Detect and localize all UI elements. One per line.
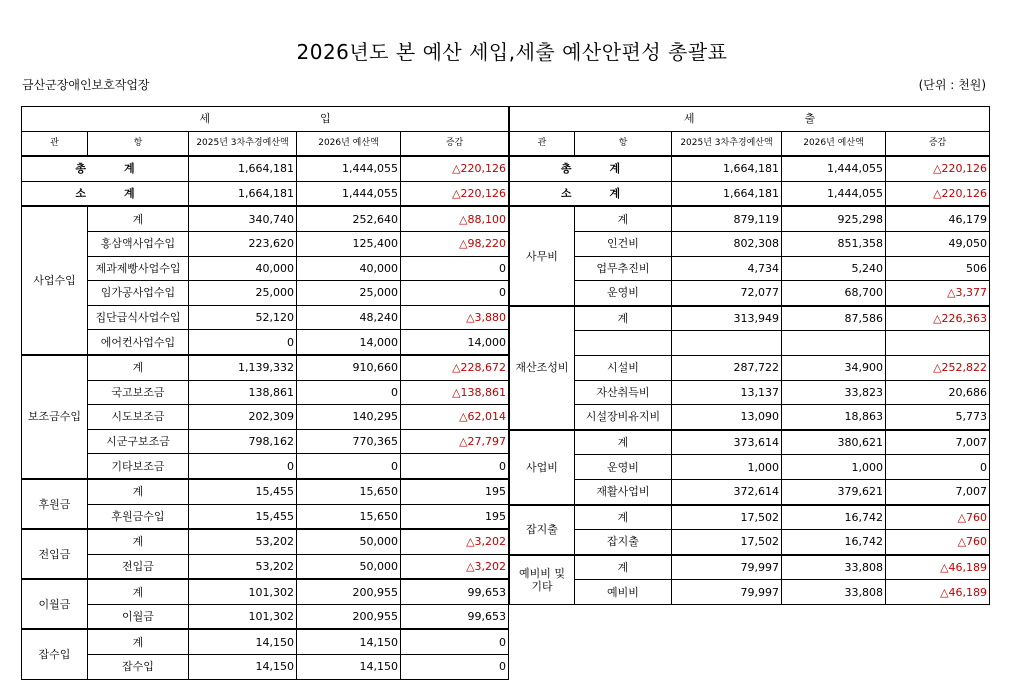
table-row — [510, 331, 990, 356]
hang-cell: 이월금 — [88, 604, 189, 629]
prev-cell: 223,620 — [189, 231, 297, 256]
table-row — [510, 555, 990, 580]
kwan-cell: 후원금 — [22, 479, 88, 529]
expenditure-column-header — [510, 131, 990, 156]
diff-cell: 0 — [401, 256, 509, 281]
subtotal-curr: 1,444,055 — [782, 181, 886, 206]
hang-cell: 계 — [88, 529, 189, 554]
table-row — [22, 604, 509, 629]
subtotal-label: 소 계 — [22, 181, 189, 206]
hang-cell: 전입금 — [88, 554, 189, 579]
diff-cell: 7,007 — [886, 430, 990, 455]
table-row — [22, 231, 509, 256]
curr-cell: 48,240 — [297, 305, 401, 330]
diff-cell: △62,014 — [401, 405, 509, 430]
diff-cell: 49,050 — [886, 231, 990, 256]
curr-cell: 34,900 — [782, 355, 886, 380]
table-row — [22, 579, 509, 604]
hang-cell: 시군구보조금 — [88, 429, 189, 454]
curr-cell: 14,150 — [297, 629, 401, 654]
hang-cell: 시설장비유지비 — [575, 405, 672, 430]
table-row — [22, 281, 509, 306]
table-row — [510, 281, 990, 306]
table-row — [22, 355, 509, 380]
kwan-header: 관 — [510, 131, 575, 156]
diff-cell: 99,653 — [401, 604, 509, 629]
kwan-cell: 사업비 — [510, 430, 575, 505]
diff-cell: △228,672 — [401, 355, 509, 380]
hang-cell: 자산취득비 — [575, 380, 672, 405]
curr-cell: 380,621 — [782, 430, 886, 455]
revenue-section-header — [22, 107, 509, 132]
hang-cell: 계 — [575, 306, 672, 331]
prev-budget-header: 2025년 3차추경예산액 — [672, 131, 782, 156]
prev-cell: 138,861 — [189, 380, 297, 405]
subtotal-prev: 1,664,181 — [189, 181, 297, 206]
prev-cell: 373,614 — [672, 430, 782, 455]
table-row — [510, 405, 990, 430]
kwan-header: 관 — [22, 131, 88, 156]
hang-header: 항 — [575, 131, 672, 156]
hang-cell: 홍삼액사업수입 — [88, 231, 189, 256]
curr-cell: 125,400 — [297, 231, 401, 256]
curr-cell: 16,742 — [782, 505, 886, 530]
table-row — [22, 629, 509, 654]
diff-cell — [886, 331, 990, 356]
diff-cell: △3,202 — [401, 554, 509, 579]
diff-cell: △27,797 — [401, 429, 509, 454]
hang-cell: 국고보조금 — [88, 380, 189, 405]
diff-cell: 46,179 — [886, 206, 990, 231]
diff-cell: 0 — [886, 455, 990, 480]
subtotal-diff: △220,126 — [401, 181, 509, 206]
prev-cell: 13,090 — [672, 405, 782, 430]
diff-cell: △760 — [886, 505, 990, 530]
prev-cell: 0 — [189, 330, 297, 355]
kwan-cell: 사무비 — [510, 206, 575, 305]
table-row — [510, 256, 990, 281]
curr-budget-header: 2026년 예산액 — [297, 131, 401, 156]
prev-cell: 14,150 — [189, 629, 297, 654]
prev-cell: 802,308 — [672, 231, 782, 256]
diff-cell: △46,189 — [886, 555, 990, 580]
curr-cell: 851,358 — [782, 231, 886, 256]
diff-cell: △3,377 — [886, 281, 990, 306]
total-curr: 1,444,055 — [297, 156, 401, 181]
total-curr: 1,444,055 — [782, 156, 886, 181]
diff-cell: △226,363 — [886, 306, 990, 331]
hang-cell: 에어컨사업수입 — [88, 330, 189, 355]
curr-cell: 15,650 — [297, 479, 401, 504]
diff-cell: 7,007 — [886, 479, 990, 504]
expenditure-table — [509, 106, 990, 605]
kwan-cell: 재산조성비 — [510, 306, 575, 430]
hang-cell: 인건비 — [575, 231, 672, 256]
table-row — [510, 206, 990, 231]
prev-cell: 72,077 — [672, 281, 782, 306]
hang-cell: 후원금수입 — [88, 504, 189, 529]
hang-cell — [575, 331, 672, 356]
prev-cell: 14,150 — [189, 655, 297, 680]
prev-cell: 53,202 — [189, 529, 297, 554]
prev-cell: 0 — [189, 454, 297, 479]
prev-cell: 340,740 — [189, 206, 297, 231]
table-row — [22, 380, 509, 405]
prev-cell: 52,120 — [189, 305, 297, 330]
revenue-total-row — [22, 156, 509, 181]
hang-cell: 계 — [575, 505, 672, 530]
prev-cell: 15,455 — [189, 504, 297, 529]
revenue-column-header — [22, 131, 509, 156]
hang-cell: 기타보조금 — [88, 454, 189, 479]
hang-header: 항 — [88, 131, 189, 156]
diff-cell: △98,220 — [401, 231, 509, 256]
curr-cell: 0 — [297, 380, 401, 405]
kwan-cell: 보조금수입 — [22, 355, 88, 479]
curr-cell: 14,150 — [297, 655, 401, 680]
total-diff: △220,126 — [401, 156, 509, 181]
diff-cell: 0 — [401, 655, 509, 680]
kwan-cell: 잡수입 — [22, 629, 88, 679]
diff-cell: △138,861 — [401, 380, 509, 405]
expenditure-section-title: 세 출 — [510, 107, 990, 132]
diff-cell: △3,880 — [401, 305, 509, 330]
curr-cell: 770,365 — [297, 429, 401, 454]
diff-cell: 506 — [886, 256, 990, 281]
diff-cell: △252,822 — [886, 355, 990, 380]
curr-cell: 50,000 — [297, 554, 401, 579]
hang-cell: 계 — [88, 355, 189, 380]
table-row — [22, 454, 509, 479]
expenditure-section-header — [510, 107, 990, 132]
prev-cell: 15,455 — [189, 479, 297, 504]
curr-cell: 87,586 — [782, 306, 886, 331]
total-label: 총 계 — [510, 156, 672, 181]
total-diff: △220,126 — [886, 156, 990, 181]
prev-cell: 53,202 — [189, 554, 297, 579]
curr-cell: 140,295 — [297, 405, 401, 430]
prev-cell: 1,139,332 — [189, 355, 297, 380]
organization-name: 금산군장애인보호작업장 — [22, 78, 150, 92]
curr-cell: 15,650 — [297, 504, 401, 529]
table-row — [22, 330, 509, 355]
prev-cell: 313,949 — [672, 306, 782, 331]
total-label: 총 계 — [22, 156, 189, 181]
hang-cell: 시도보조금 — [88, 405, 189, 430]
prev-cell: 79,997 — [672, 580, 782, 605]
table-row — [22, 305, 509, 330]
kwan-cell: 잡지출 — [510, 505, 575, 555]
curr-cell: 1,000 — [782, 455, 886, 480]
curr-cell: 200,955 — [297, 579, 401, 604]
expenditure-total-row — [510, 156, 990, 181]
subtotal-label: 소 계 — [510, 181, 672, 206]
total-prev: 1,664,181 — [672, 156, 782, 181]
prev-cell: 25,000 — [189, 281, 297, 306]
diff-header: 증감 — [401, 131, 509, 156]
curr-cell: 33,823 — [782, 380, 886, 405]
prev-cell: 1,000 — [672, 455, 782, 480]
curr-cell: 14,000 — [297, 330, 401, 355]
total-prev: 1,664,181 — [189, 156, 297, 181]
hang-cell: 잡수입 — [88, 655, 189, 680]
curr-cell: 925,298 — [782, 206, 886, 231]
unit-label: (단위 : 천원) — [918, 78, 986, 92]
table-row — [22, 479, 509, 504]
table-row — [510, 306, 990, 331]
prev-cell: 287,722 — [672, 355, 782, 380]
diff-cell: △46,189 — [886, 580, 990, 605]
hang-cell: 계 — [575, 430, 672, 455]
hang-cell: 제과제빵사업수입 — [88, 256, 189, 281]
diff-cell: 0 — [401, 281, 509, 306]
prev-cell: 13,137 — [672, 380, 782, 405]
prev-cell: 4,734 — [672, 256, 782, 281]
table-row — [22, 554, 509, 579]
hang-cell: 계 — [88, 479, 189, 504]
curr-cell: 252,640 — [297, 206, 401, 231]
curr-cell: 18,863 — [782, 405, 886, 430]
prev-cell: 202,309 — [189, 405, 297, 430]
curr-cell: 25,000 — [297, 281, 401, 306]
table-row — [22, 429, 509, 454]
table-row — [510, 505, 990, 530]
diff-cell: 14,000 — [401, 330, 509, 355]
hang-cell: 임가공사업수입 — [88, 281, 189, 306]
diff-cell: 99,653 — [401, 579, 509, 604]
revenue-table — [21, 106, 509, 680]
curr-cell: 40,000 — [297, 256, 401, 281]
table-row — [510, 580, 990, 605]
hang-cell: 시설비 — [575, 355, 672, 380]
hang-cell: 운영비 — [575, 455, 672, 480]
prev-cell: 17,502 — [672, 530, 782, 555]
prev-cell: 879,119 — [672, 206, 782, 231]
hang-cell: 예비비 — [575, 580, 672, 605]
curr-cell: 33,808 — [782, 580, 886, 605]
hang-cell: 잡지출 — [575, 530, 672, 555]
kwan-cell: 사업수입 — [22, 206, 88, 355]
page-title: 2026년도 본 예산 세입,세출 예산안편성 총괄표 — [296, 40, 728, 64]
hang-cell: 계 — [88, 206, 189, 231]
diff-header: 증감 — [886, 131, 990, 156]
hang-cell: 계 — [575, 206, 672, 231]
prev-cell: 79,997 — [672, 555, 782, 580]
table-row — [22, 206, 509, 231]
prev-cell: 101,302 — [189, 604, 297, 629]
prev-budget-header: 2025년 3차추경예산액 — [189, 131, 297, 156]
kwan-cell: 전입금 — [22, 529, 88, 579]
table-row — [22, 655, 509, 680]
hang-cell: 계 — [88, 579, 189, 604]
diff-cell: 195 — [401, 479, 509, 504]
curr-cell: 16,742 — [782, 530, 886, 555]
table-row — [22, 405, 509, 430]
diff-cell: △760 — [886, 530, 990, 555]
revenue-subtotal-row — [22, 181, 509, 206]
diff-cell: 20,686 — [886, 380, 990, 405]
curr-cell: 379,621 — [782, 479, 886, 504]
diff-cell: 0 — [401, 629, 509, 654]
kwan-cell: 예비비 및 기타 — [510, 555, 575, 605]
prev-cell — [672, 331, 782, 356]
table-row — [22, 504, 509, 529]
diff-cell: △88,100 — [401, 206, 509, 231]
table-row — [22, 256, 509, 281]
prev-cell: 40,000 — [189, 256, 297, 281]
hang-cell: 계 — [88, 629, 189, 654]
prev-cell: 372,614 — [672, 479, 782, 504]
prev-cell: 101,302 — [189, 579, 297, 604]
table-row — [22, 529, 509, 554]
curr-cell: 0 — [297, 454, 401, 479]
diff-cell: 5,773 — [886, 405, 990, 430]
prev-cell: 17,502 — [672, 505, 782, 530]
hang-cell: 재활사업비 — [575, 479, 672, 504]
hang-cell: 업무추진비 — [575, 256, 672, 281]
table-row — [510, 430, 990, 455]
subtotal-prev: 1,664,181 — [672, 181, 782, 206]
hang-cell: 집단급식사업수입 — [88, 305, 189, 330]
curr-cell: 50,000 — [297, 529, 401, 554]
curr-budget-header: 2026년 예산액 — [782, 131, 886, 156]
table-row — [510, 479, 990, 504]
kwan-cell: 이월금 — [22, 579, 88, 629]
prev-cell: 798,162 — [189, 429, 297, 454]
curr-cell: 200,955 — [297, 604, 401, 629]
diff-cell: △3,202 — [401, 529, 509, 554]
curr-cell: 68,700 — [782, 281, 886, 306]
subtotal-curr: 1,444,055 — [297, 181, 401, 206]
table-row — [510, 455, 990, 480]
hang-cell: 계 — [575, 555, 672, 580]
table-row — [510, 231, 990, 256]
curr-cell — [782, 331, 886, 356]
expenditure-subtotal-row — [510, 181, 990, 206]
curr-cell: 33,808 — [782, 555, 886, 580]
table-row — [510, 380, 990, 405]
hang-cell: 운영비 — [575, 281, 672, 306]
curr-cell: 5,240 — [782, 256, 886, 281]
diff-cell: 195 — [401, 504, 509, 529]
table-row — [510, 530, 990, 555]
curr-cell: 910,660 — [297, 355, 401, 380]
diff-cell: 0 — [401, 454, 509, 479]
subtotal-diff: △220,126 — [886, 181, 990, 206]
revenue-section-title: 세 입 — [22, 107, 509, 132]
table-row — [510, 355, 990, 380]
